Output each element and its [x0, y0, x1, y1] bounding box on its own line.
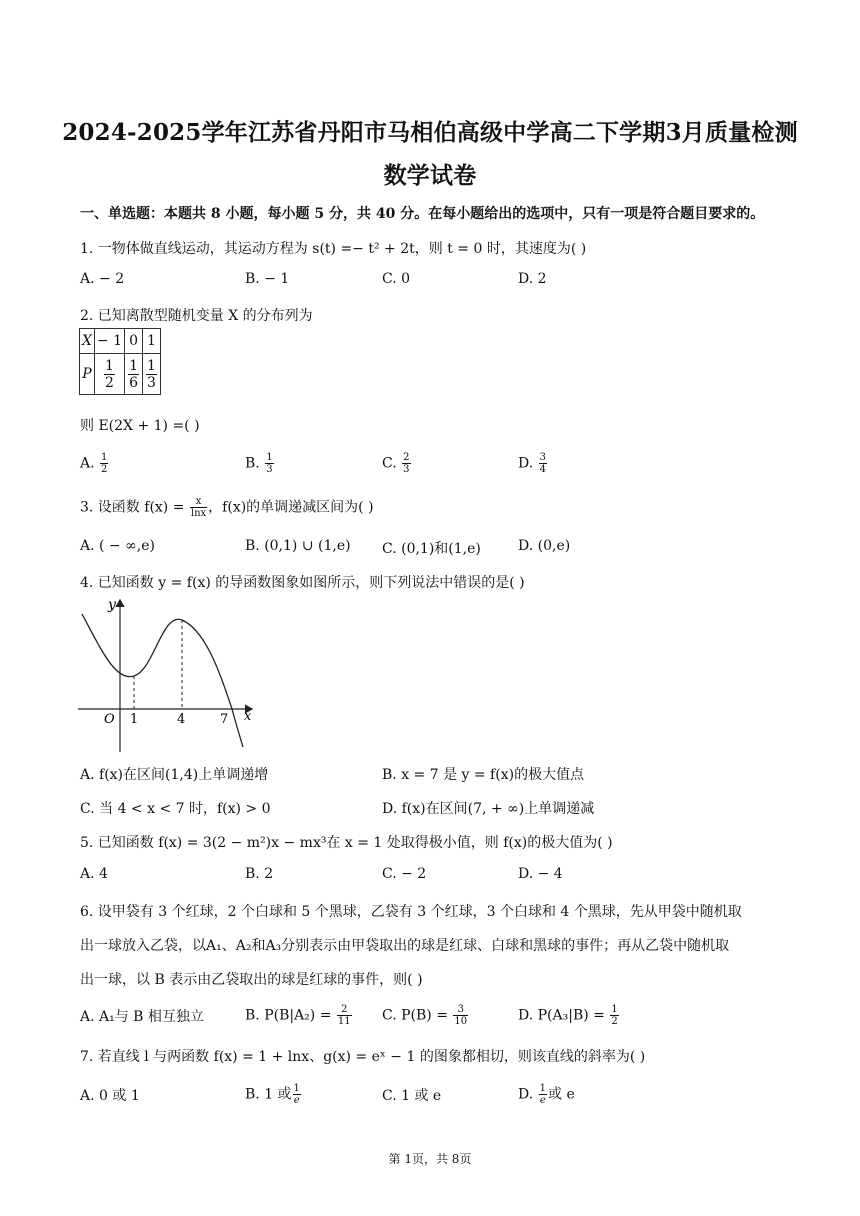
tick-label-1: 1 [130, 712, 139, 727]
question-7-stem: 7. 若直线 l 与两函数 f(x) = 1 + lnx、g(x) = eˣ − 1 的图象都相切，则该直线的斜率为( ) [80, 1049, 646, 1065]
section-header: 一、单选题：本题共 8 小题，每小题 5 分，共 40 分。在每小题给出的选项中，只有一项是符合题目要求的。 [80, 206, 765, 222]
origin-label: O [104, 712, 115, 727]
q5-option-c: C. − 2 [382, 866, 427, 882]
page-title: 2024-2025学年江苏省丹阳市马相伯高级中学高二下学期3月质量检测 [62, 119, 798, 146]
q7-option-c: C. 1 或 e [382, 1088, 442, 1104]
tick-label-4: 4 [177, 712, 186, 727]
derivative-graph [70, 592, 270, 757]
question-2-stem: 2. 已知离散型随机变量 X 的分布列为 [80, 308, 313, 324]
q2-option-d: D. $\frac{3}{4}$ [518, 452, 547, 475]
q4-option-c: C. 当 4 < x < 7 时，f(x) > 0 [80, 801, 271, 817]
q3-option-a: A. ( − ∞,e) [80, 538, 155, 554]
q5-option-b: B. 2 [245, 866, 274, 882]
table-value: 0 [125, 329, 143, 354]
distribution-table [79, 328, 161, 395]
table-value: − 1 [94, 329, 124, 354]
q6-option-b: B. P(B|A₂) = $\frac{2}{11}$ [245, 1004, 351, 1027]
page-footer: 第 1页，共 8页 [388, 1152, 472, 1166]
q5-option-a: A. 4 [80, 866, 108, 882]
q6-option-d: D. P(A₃|B) = $\frac{1}{2}$ [518, 1004, 618, 1027]
q7-option-d: D. $\frac{1}{e}$ 或 e [518, 1083, 575, 1106]
q6-option-a: A. A₁与 B 相互独立 [80, 1009, 204, 1025]
q5-option-d: D. − 4 [518, 866, 563, 882]
q3-option-c: C. (0,1)和(1,e) [382, 541, 481, 557]
q3-option-d: D. (0,e) [518, 538, 571, 554]
q2-option-b: B. $\frac{1}{3}$ [245, 452, 273, 475]
question-6-line-2: 出一球放入乙袋，以A₁、A₂和A₃分别表示由甲袋取出的球是红球、白球和黑球的事件；再从乙袋中随机取 [80, 938, 730, 954]
q1-option-b: B. − 1 [245, 271, 290, 287]
table-prob: $\frac{1}{6}$ [125, 354, 143, 395]
tick-label-7: 7 [220, 712, 229, 727]
q1-option-d: D. 2 [518, 271, 547, 287]
table-header-p: P [80, 354, 95, 395]
question-6-line-3: 出一球，以 B 表示由乙袋取出的球是红球的事件，则( ) [80, 972, 423, 988]
derivative-curve [82, 614, 243, 747]
table-prob: $\frac{1}{3}$ [142, 354, 160, 395]
question-6-line-1: 6. 设甲袋有 3 个红球，2 个白球和 5 个黑球，乙袋有 3 个红球，3 个白球和 4 个黑球，先从甲袋中随机取 [80, 904, 742, 920]
q1-option-a: A. − 2 [80, 271, 125, 287]
table-header-x: X [80, 329, 95, 354]
q4-option-d: D. f(x)在区间(7, + ∞)上单调递减 [382, 801, 595, 817]
q4-option-b: B. x = 7 是 y = f(x)的极大值点 [382, 767, 585, 783]
q4-option-a: A. f(x)在区间(1,4)上单调递增 [80, 767, 269, 783]
q3-option-b: B. (0,1) ∪ (1,e) [245, 538, 351, 554]
q6-option-c: C. P(B) = $\frac{3}{10}$ [382, 1004, 468, 1027]
question-5-stem: 5. 已知函数 f(x) = 3(2 − m²)x − mx³在 x = 1 处取得极小值，则 f(x)的极大值为( ) [80, 835, 613, 851]
q2-option-a: A. $\frac{1}{2}$ [80, 452, 108, 475]
q7-option-a: A. 0 或 1 [80, 1088, 140, 1104]
question-4-stem: 4. 已知函数 y = f(x) 的导函数图象如图所示，则下列说法中错误的是( ) [80, 575, 525, 591]
page-subtitle: 数学试卷 [383, 162, 477, 189]
question-3-stem: 3. 设函数 f(x) = $\frac{x}{\ln x}$ ，f(x)的单调递减区间为( ) [80, 496, 374, 519]
question-1-stem: 1. 一物体做直线运动，其运动方程为 s(t) =− t² + 2t，则 t = 0 时，其速度为( ) [80, 241, 587, 257]
q1-option-c: C. 0 [382, 271, 411, 287]
q7-option-b: B. 1 或 $\frac{1}{e}$ [245, 1083, 300, 1106]
axis-x-label: x [244, 709, 252, 724]
table-prob: $\frac{1}{2}$ [94, 354, 124, 395]
axis-y-label: y [108, 597, 116, 613]
table-value: 1 [142, 329, 160, 354]
q2-option-c: C. $\frac{2}{3}$ [382, 452, 410, 475]
question-2-ask: 则 E(2X + 1) =( ) [80, 418, 200, 434]
